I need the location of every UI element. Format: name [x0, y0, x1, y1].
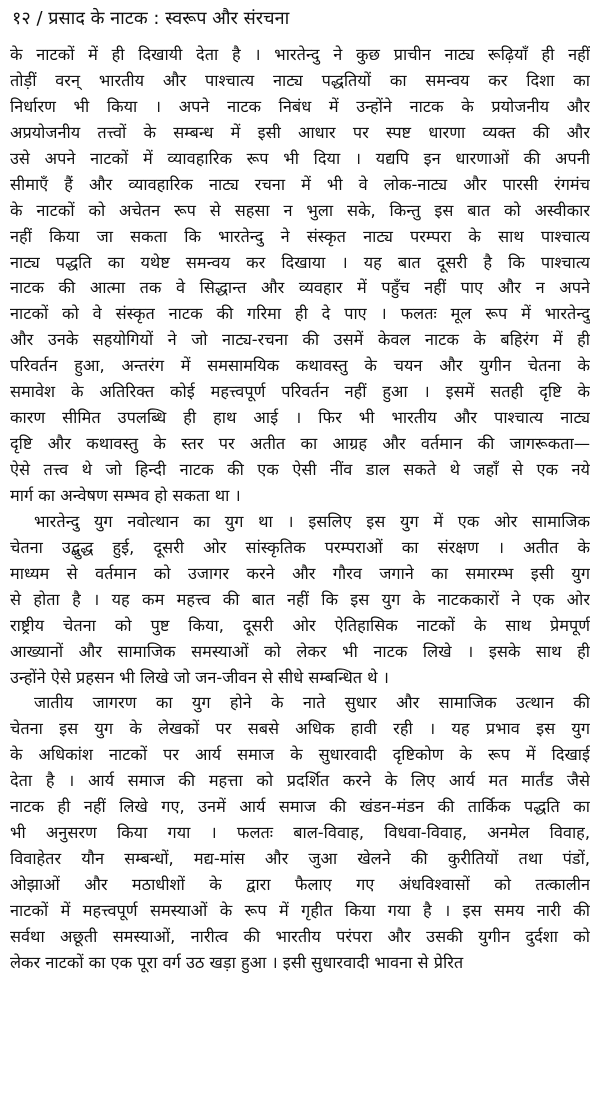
book-title: प्रसाद के नाटक : स्वरूप और संरचना [48, 8, 290, 29]
text-line: भारतेन्दु युग नवोत्थान का युग था । इसलिए इस युग में एक ओर सामाजिक [34, 511, 590, 531]
text-line: तोड़ीं वरन् भारतीय और पाश्चात्य नाट्य पद्धतियों का समन्वय कर दिशा का [10, 70, 590, 90]
text-line: नाटकों को वे संस्कृत नाटक की गरिमा ही दे पाए । फलतः मूल रूप में भारतेन्दु [10, 304, 590, 324]
paragraph [10, 690, 590, 975]
text-line: के नाटकों में ही दिखायी देता है । भारतेन्दु ने कुछ प्राचीन नाट्य रूढ़ियाँ ही नहीं [10, 45, 590, 64]
text-line: उसे अपने नाटकों में व्यावहारिक रूप भी दिया । यद्यपि इन धारणाओं की अपनी [10, 148, 590, 168]
body-text [10, 42, 590, 976]
text-line: विवाहेतर यौन सम्बन्धों, मद्य-मांस और जुआ खेलने की कुरीतियों तथा पंडों, [10, 849, 590, 869]
text-line: परिवर्तन हुआ, अन्तरंग में समसामयिक कथावस्तु के चयन और युगीन चेतना के [10, 356, 590, 376]
text-line: अप्रयोजनीय तत्त्वों के सम्बन्ध में इसी आधार पर स्पष्ट धारणा व्यक्त की और [10, 122, 590, 142]
text-line: सीमाएँ हैं और व्यावहारिक नाट्य रचना में भी वे लोक-नाट्य और पारसी रंगमंच [10, 174, 590, 194]
text-line: कारण सीमित उपलब्धि ही हाथ आई । फिर भी भारतीय और पाश्चात्य नाट्य [10, 408, 590, 428]
text-line: देता है । आर्य समाज की महत्ता को प्रदर्शित करने के लिए आर्य मत मार्तंड जैसे [10, 771, 590, 791]
text-line: ओझाओं और मठाधीशों के द्वारा फैलाए गए अंधविश्वासों को तत्कालीन [10, 875, 590, 894]
text-line: ऐसे तत्त्व थे जो हिन्दी नाटक की एक ऐसी नींव डाल सकते थे जहाँ से एक नये [10, 460, 590, 479]
text-line: चेतना इस युग के लेखकों पर सबसे अधिक हावी रही । यह प्रभाव इस युग [10, 719, 590, 739]
text-line: चेतना उद्बुद्ध हुई, दूसरी ओर सांस्कृतिक परम्पराओं का संरक्षण । अतीत के [10, 537, 590, 557]
text-line: उन्होंने ऐसे प्रहसन भी लिखे जो जन-जीवन से सीधे सम्बन्धित थे । [10, 667, 389, 687]
text-line: लेकर नाटकों का एक पूरा वर्ग उठ खड़ा हुआ । इसी सुधारवादी भावना से प्रेरित [10, 952, 464, 972]
text-line: के नाटकों को अचेतन रूप से सहसा न भुला सके, किन्तु इस बात को अस्वीकार [10, 200, 590, 220]
running-header [10, 6, 590, 32]
text-line: सर्वथा अछूती समस्याओं, नारीत्व की भारतीय परंपरा और उसकी युगीन दुर्दशा को [10, 926, 590, 946]
text-line: समावेश के अतिरिक्त कोई महत्त्वपूर्ण परिवर्तन नहीं हुआ । इसमें सतही दृष्टि के [10, 382, 590, 402]
paragraph [10, 42, 590, 509]
text-line: दृष्टि और कथावस्तु के स्तर पर अतीत का आग्रह और वर्तमान की जागरूकता— [10, 434, 590, 454]
text-line: राष्ट्रीय चेतना को पुष्ट किया, दूसरी ओर ऐतिहासिक नाटकों के साथ प्रेमपूर्ण [10, 615, 590, 635]
text-line: के अधिकांश नाटकों पर आर्य समाज के सुधारवादी दृष्टिकोण के रूप में दिखाई [10, 745, 590, 765]
text-line: नाटक ही नहीं लिखे गए, उनमें आर्य समाज की खंडन-मंडन की तार्किक पद्धति का [10, 797, 590, 817]
text-line: नाट्य पद्धति का यथेष्ट समन्वय कर दिखाया । यह बात दूसरी है कि पाश्चात्य [10, 252, 590, 272]
text-line: निर्धारण भी किया । अपने नाटक निबंध में उन्होंने नाटक के प्रयोजनीय और [10, 96, 590, 116]
text-line: और उनके सहयोगियों ने जो नाट्य-रचना की उसमें केवल नाटक के बहिरंग में ही [10, 330, 590, 350]
text-line: नाटकों में महत्त्वपूर्ण समस्याओं के रूप में गृहीत किया गया है । इस समय नारी की [10, 900, 590, 920]
text-line: नाटक की आत्मा तक वे सिद्धान्त और व्यवहार में पहुँच नहीं पाए और न अपने [10, 278, 590, 298]
text-line: जातीय जागरण का युग होने के नाते सुधार और सामाजिक उत्थान की [34, 693, 590, 713]
page-number: १२ [12, 8, 31, 29]
text-line: आख्यानों और सामाजिक समस्याओं को लेकर भी नाटक लिखे । इसके साथ ही [10, 641, 590, 661]
text-line: भी अनुसरण किया गया । फलतः बाल-विवाह, विधवा-विवाह, अनमेल विवाह, [10, 823, 590, 843]
text-line: माध्यम से वर्तमान को उजागर करने और गौरव जगाने का समारम्भ इसी युग [10, 563, 590, 583]
header-separator: / [30, 8, 49, 29]
text-line: से होता है । यह कम महत्त्व की बात नहीं कि इस युग के नाटककारों ने एक ओर [10, 589, 590, 609]
text-line: नहीं किया जा सकता कि भारतेन्दु ने संस्कृत नाट्य परम्परा के साथ पाश्चात्य [10, 226, 590, 246]
paragraph [10, 509, 590, 691]
text-line: मार्ग का अन्वेषण सम्भव हो सकता था । [10, 485, 241, 505]
